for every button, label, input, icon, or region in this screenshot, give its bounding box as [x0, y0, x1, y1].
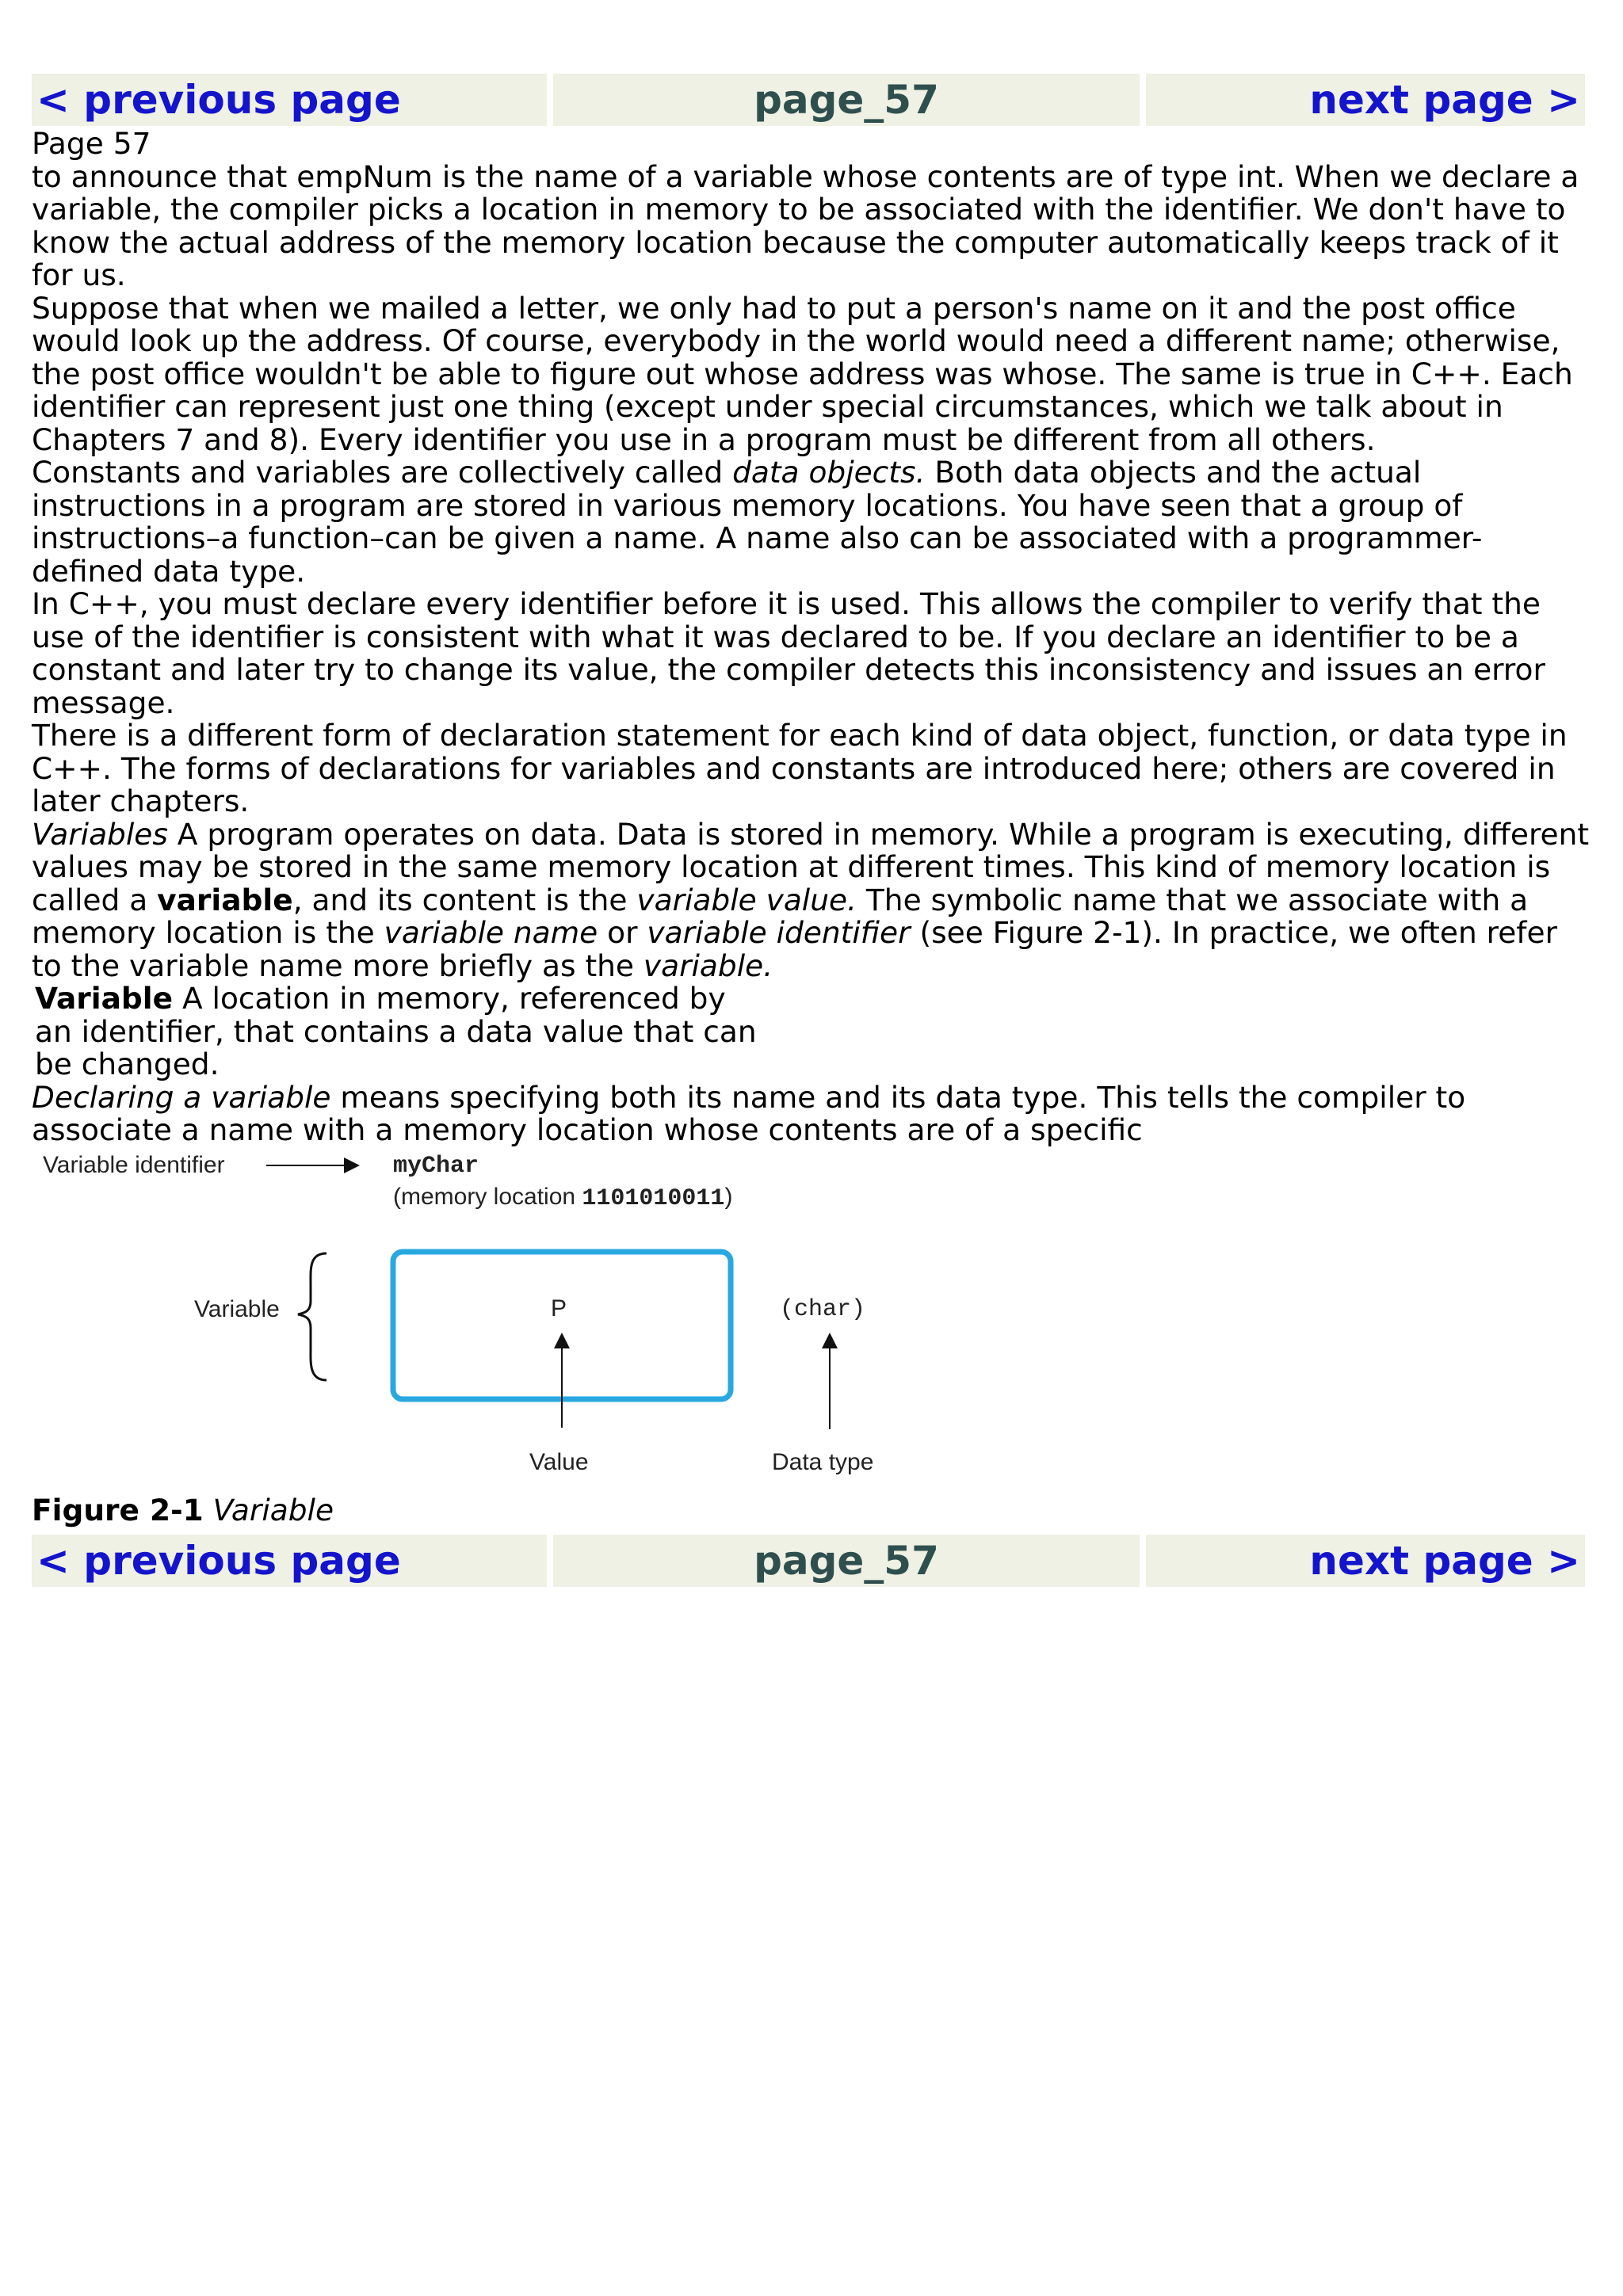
term-data-objects: data objects.: [732, 455, 926, 490]
next-page-cell: [1146, 1535, 1585, 1587]
next-page-cell: [1146, 74, 1585, 126]
paragraph-2: Suppose that when we mailed a letter, we only had to put a person's name on it and the post office would look up the address. Of course, everybody in the world would need a different name; otherwise, the post office wouldn't be able to figure out whose address was whose. The same is true in C++. Each identifier can represent just one thing (except under special circumstances, which we talk about in Chapters 7 and 8). Every identifier you use in a program must be different from all others.: [32, 290, 1573, 457]
page-indicator: page_57: [553, 1535, 1140, 1587]
definition-box: [32, 982, 772, 1081]
nav-bar-top: [32, 74, 1591, 126]
prev-page-link[interactable]: < previous page: [36, 1537, 401, 1584]
caption-label: Figure 2-1: [32, 1492, 204, 1527]
figure-caption: [32, 1493, 1591, 1528]
identifier-name: myChar: [393, 1152, 479, 1180]
definition-term: Variable: [35, 981, 174, 1016]
caption-title: Variable: [212, 1492, 334, 1527]
figure-2-1: [32, 1150, 903, 1491]
paragraph-3: Constants and variables are collectively called data objects. Both data objects and the actual instructions in a program are stored in various memory locations. You have seen that a group of instructions–a function–can be given a name. A name also can be associated with a programmer-defined data type.: [32, 455, 1483, 589]
prev-page-cell: [32, 1535, 547, 1587]
term-variable: variable: [157, 882, 293, 917]
value-char: P: [550, 1295, 567, 1322]
paragraph-1: to announce that empNum is the name of a variable whose contents are of type int. When we declare a variable, the compiler picks a location in memory to be associated with the identifier. We don't have to know the actual address of the memory location because the computer automatically keeps track of it for us.: [32, 158, 1579, 292]
memory-location-label: (memory location 1101010011): [393, 1183, 733, 1212]
value-label: Value: [529, 1448, 589, 1475]
page-indicator: page_57: [553, 74, 1140, 126]
page-label: Page 57: [32, 126, 151, 161]
identifier-label: Variable identifier: [43, 1151, 225, 1178]
paragraph-4: In C++, you must declare every identifier before it is used. This allows the compiler to verify that the use of the identifier is consistent with what it was declared to be. If you declare an identifier to be a constant and later try to change its value, the compiler detects this inconsistency and issues an error message.: [32, 586, 1545, 720]
paragraph-5: There is a different form of declaration statement for each kind of data object, function, or data type in C++. The forms of declarations for variables and constants are introduced here; others are covered in later chapters.: [32, 718, 1568, 818]
paragraph-6: Variables A program operates on data. Data is stored in memory. While a program is executing, different values may be stored in the same memory location at different times. This kind of memory location is called a variable, and its content is the variable value. The symbolic name that we associate with a memory location is the variable name or variable identifier (see Figure 2-1). In practice, we often refer to the variable name more briefly as the variable.: [32, 816, 1590, 983]
next-page-link[interactable]: next page >: [1309, 1537, 1580, 1584]
prev-page-cell: [32, 74, 547, 126]
type-label: (char): [780, 1295, 866, 1323]
prev-page-link[interactable]: < previous page: [36, 77, 401, 123]
section-heading-variables: Variables: [32, 816, 168, 852]
definition-text: A location in memory, referenced by an identifier, that contains a data value that can be changed.: [35, 981, 757, 1081]
variable-label: Variable: [194, 1295, 280, 1322]
next-page-link[interactable]: next page >: [1309, 77, 1580, 123]
page: [32, 74, 1591, 1587]
paragraph-7: Declaring a variable means specifying both its name and its data type. This tells the compiler to associate a name with a memory location whose contents are of a specific: [32, 1079, 1466, 1147]
nav-bar-bottom: [32, 1535, 1591, 1587]
brace-icon: [298, 1253, 327, 1380]
page-body: [32, 128, 1591, 1147]
variable-diagram: [32, 1150, 903, 1491]
data-type-label: Data type: [772, 1448, 874, 1475]
